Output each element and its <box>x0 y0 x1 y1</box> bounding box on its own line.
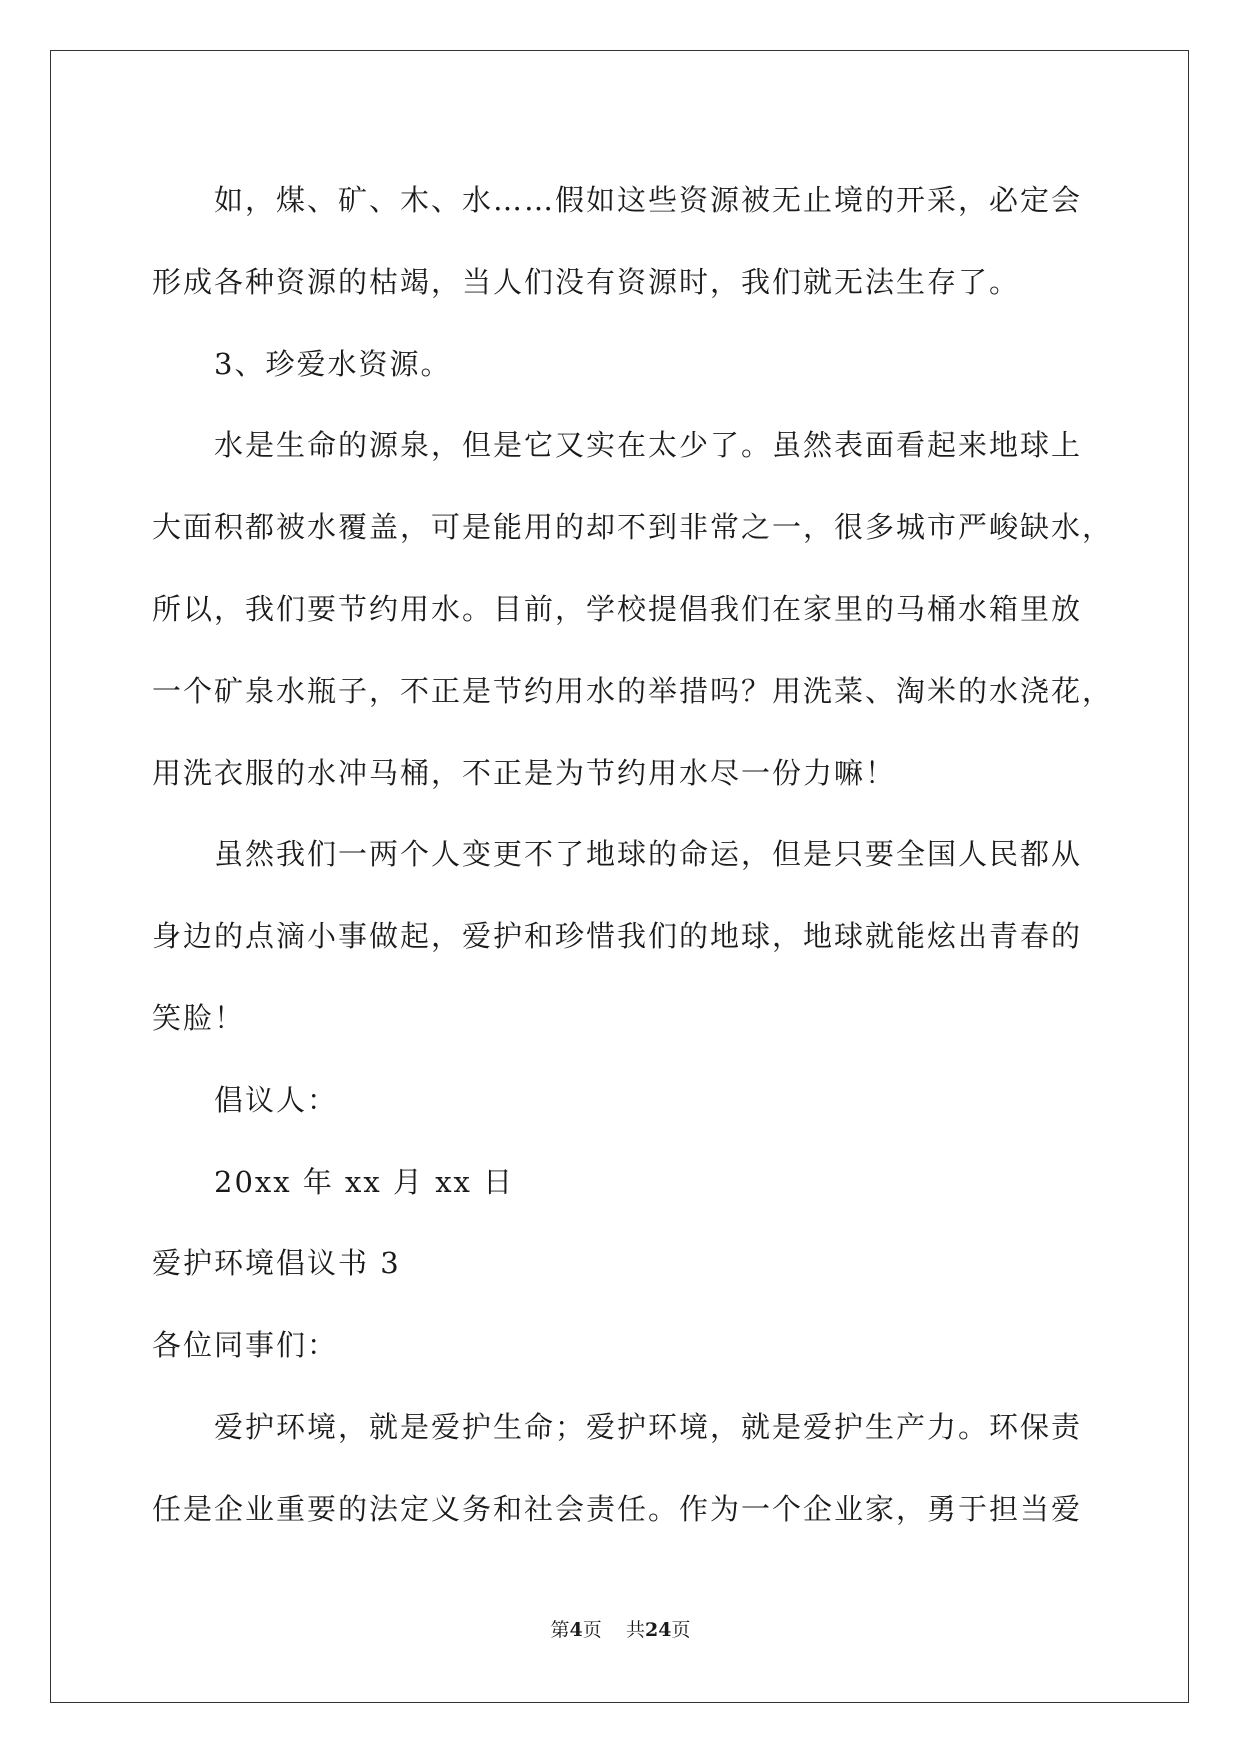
total-pages: 24 <box>644 1619 672 1641</box>
paragraph-line: 身边的点滴小事做起，爱护和珍惜我们的地球，地球就能炫出青春的 <box>152 919 1083 954</box>
page-prefix: 第 <box>550 1619 570 1641</box>
paragraph-line: 如，煤、矿、木、水……假如这些资源被无止境的开采，必定会 <box>214 183 1083 217</box>
page-footer <box>0 1615 1241 1642</box>
paragraph-line: 爱护环境，就是爱护生命；爱护环境，就是爱护生产力。环保责 <box>214 1409 1083 1444</box>
paragraph-line: 笑脸！ <box>152 1000 246 1035</box>
page-number: 4 <box>569 1619 583 1641</box>
signature-date: 20xx 年 xx 月 xx 日 <box>214 1164 515 1199</box>
paragraph-line: 水是生命的源泉，但是它又实在太少了。虽然表面看起来地球上 <box>214 428 1083 463</box>
section-heading: 3、珍爱水资源。 <box>214 346 452 381</box>
paragraph-line: 任是企业重要的法定义务和社会责任。作为一个企业家，勇于担当爱 <box>152 1491 1083 1526</box>
total-prefix: 共 <box>625 1619 645 1641</box>
signature-label: 倡议人： <box>214 1082 339 1117</box>
page-unit: 页 <box>582 1619 602 1641</box>
paragraph-line: 大面积都被水覆盖，可是能用的却不到非常之一，很多城市严峻缺水， <box>152 510 1114 545</box>
paragraph-line: 虽然我们一两个人变更不了地球的命运，但是只要全国人民都从 <box>214 837 1083 872</box>
salutation: 各位同事们： <box>152 1328 339 1363</box>
total-unit: 页 <box>671 1619 691 1641</box>
paragraph-line: 用洗衣服的水冲马桶，不正是为节约用水尽一份力嘛！ <box>152 755 897 790</box>
paragraph-line: 一个矿泉水瓶子，不正是节约用水的举措吗？用洗菜、淘米的水浇花， <box>152 673 1114 708</box>
paragraph-line: 所以，我们要节约用水。目前，学校提倡我们在家里的马桶水箱里放 <box>152 591 1083 626</box>
document-body <box>152 160 1114 1551</box>
paragraph-line: 形成各种资源的枯竭，当人们没有资源时，我们就无法生存了。 <box>152 264 1021 299</box>
document-title: 爱护环境倡议书 3 <box>152 1246 401 1281</box>
